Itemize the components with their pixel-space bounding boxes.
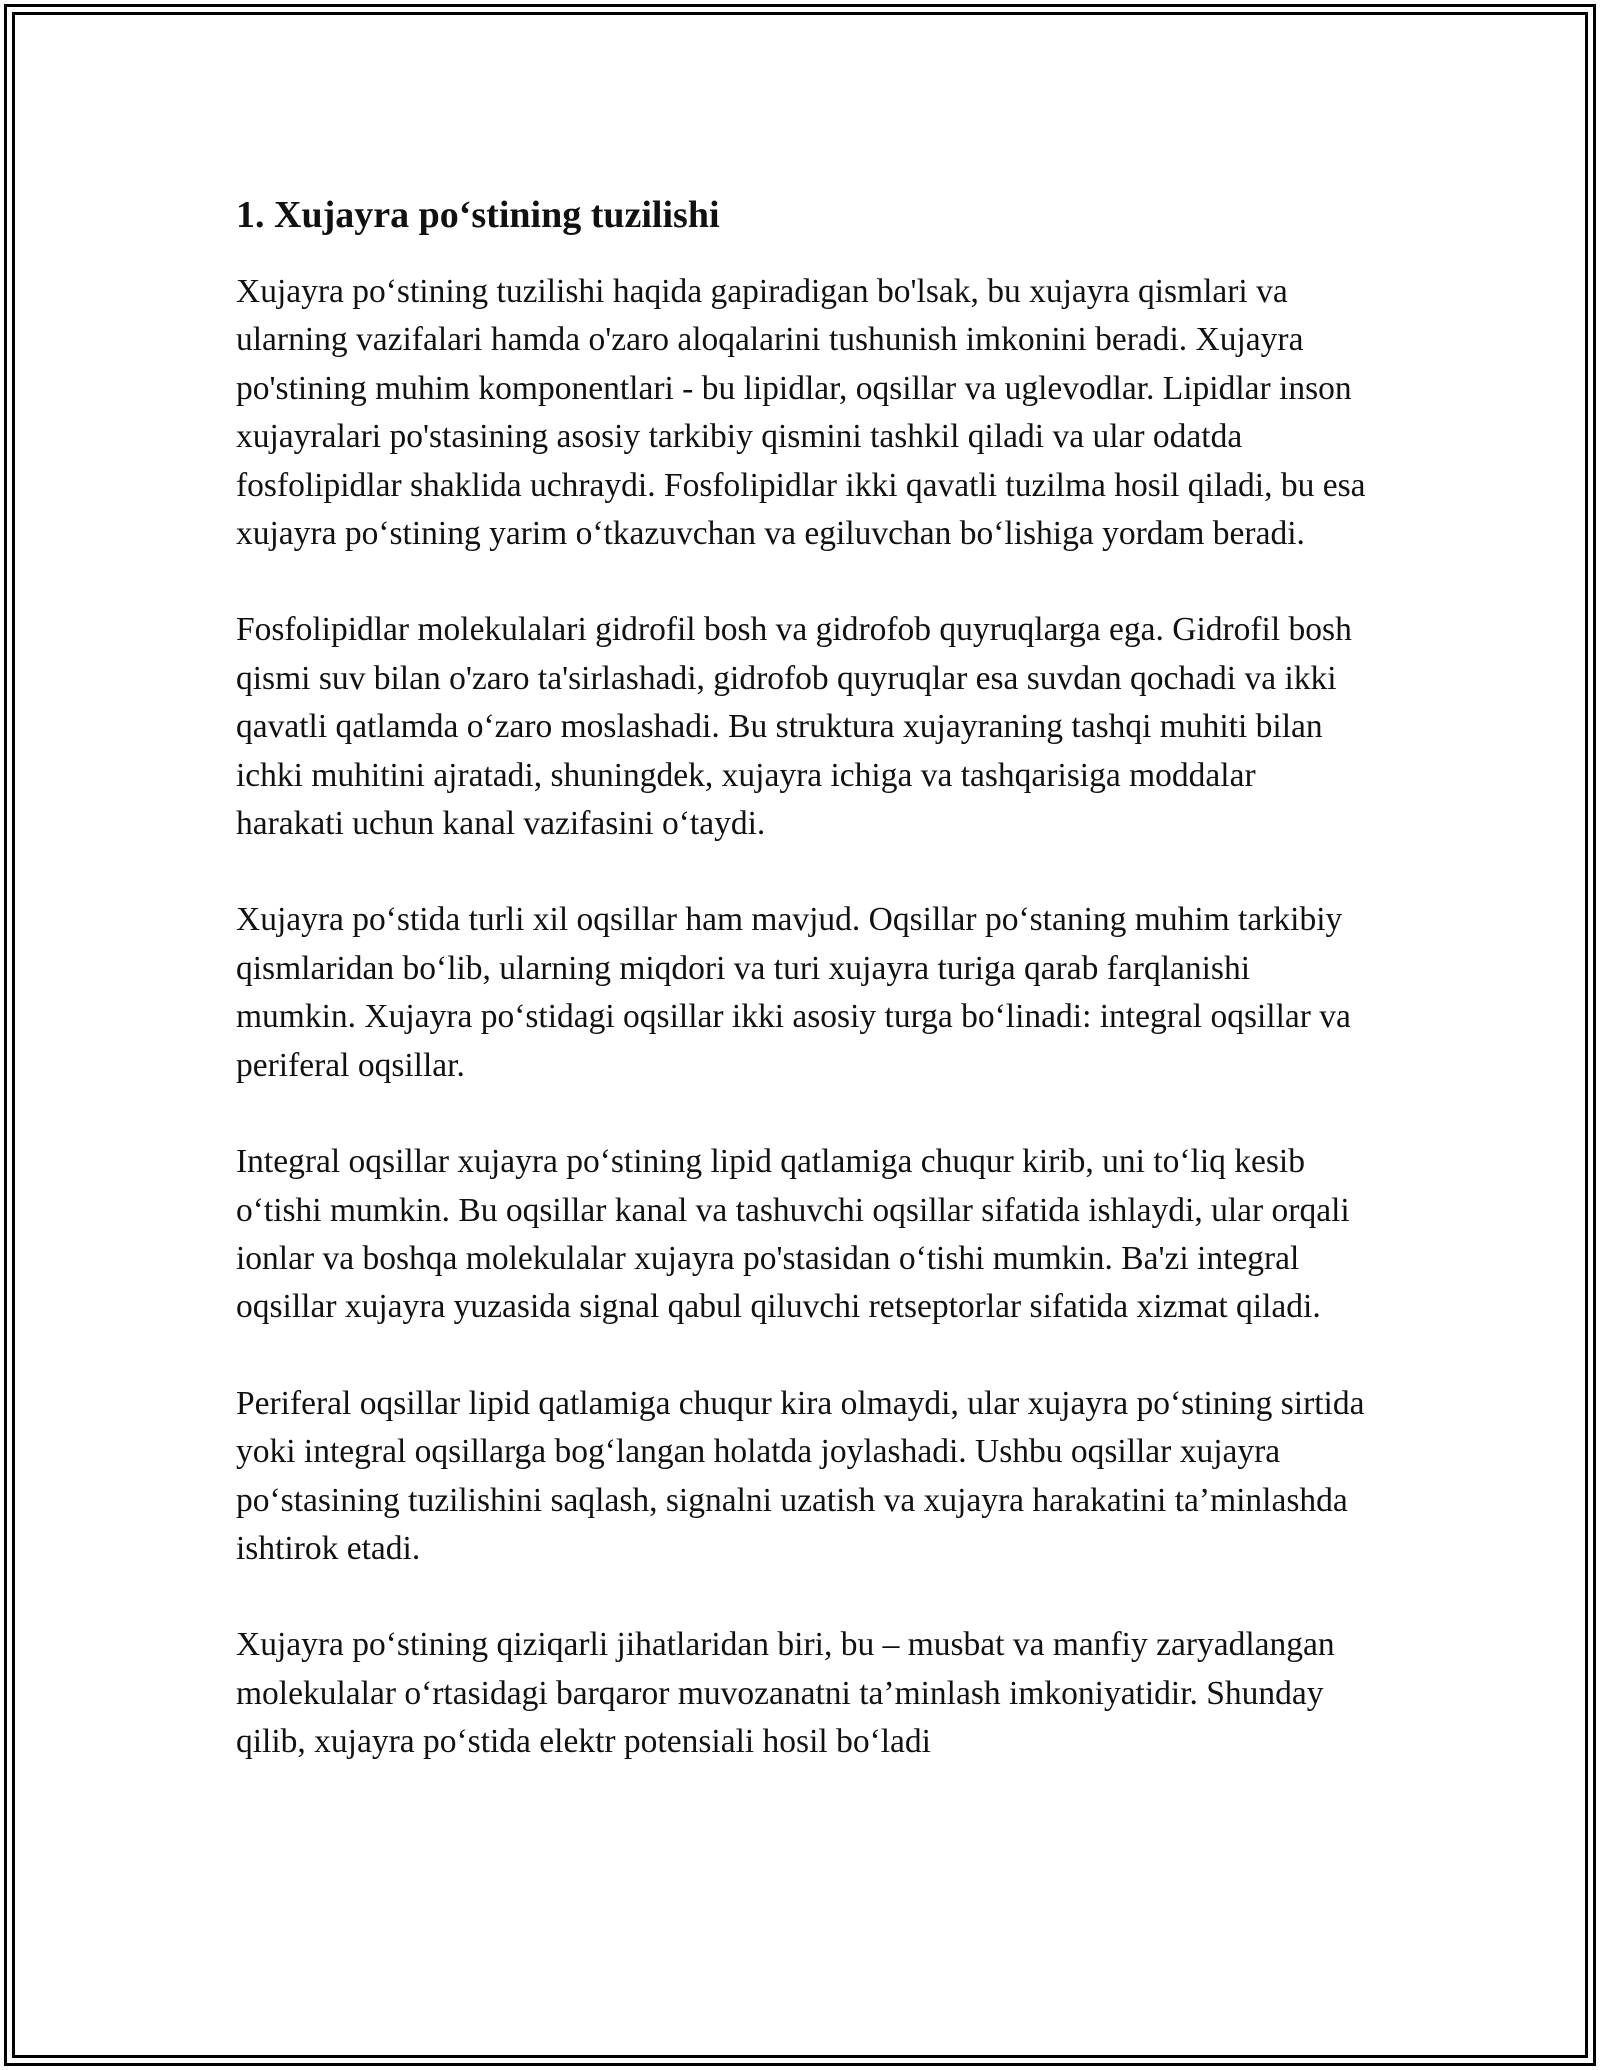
paragraph-structure-overview: Xujayra po‘stining tuzilishi haqida gapiradigan bo'lsak, bu xujayra qismlari va ularning vazifalari hamda o'zaro aloqalarini tushunish imkonini beradi. Xujayra po'stining muhim komponentlari - bu lipidlar, oqsillar va uglevodlar. Lipidlar inson xujayralari po'stasining asosiy tarkibiy qismini tashkil qiladi va ular odatda fosfolipidlar shaklida uchraydi. Fosfolipidlar ikki qavatli tuzilma hosil qiladi, bu esa xujayra po‘stining yarim o‘tkazuvchan va egiluvchan bo‘lishiga yordam beradi. bbox=[236, 273, 1366, 553]
paragraph-proteins: Xujayra po‘stida turli xil oqsillar ham mavjud. Oqsillar po‘staning muhim tarkibiy qismlaridan bo‘lib, ularning miqdori va turi xujayra turiga qarab farqlanishi mumkin. Xujayra po‘stidagi oqsillar ikki asosiy turga bo‘linadi: integral oqsillar va periferal oqsillar. bbox=[236, 901, 1351, 1084]
paragraph-integral-proteins: Integral oqsillar xujayra po‘stining lipid qatlamiga chuqur kirib, uni to‘liq kesib o‘tishi mumkin. Bu oqsillar kanal va tashuvchi oqsillar sifatida ishlaydi, ular orqali ionlar va boshqa molekulalar xujayra po'stasidan o‘tishi mumkin. Ba'zi integral oqsillar xujayra yuzasida signal qabul qiluvchi retseptorlar sifatida xizmat qiladi. bbox=[236, 1143, 1350, 1326]
paragraph-phospholipids: Fosfolipidlar molekulalari gidrofil bosh va gidrofob quyruqlarga ega. Gidrofil bosh qismi suv bilan o'zaro ta'sirlashadi, gidrofob quyruqlar esa suvdan qochadi va ikki qavatli qatlamda o‘zaro moslashadi. Bu struktura xujayraning tashqi muhiti bilan ichki muhitini ajratadi, shuningdek, xujayra ichiga va tashqarisiga moddalar harakati uchun kanal vazifasini o‘taydi. bbox=[236, 611, 1352, 843]
paragraph-peripheral-proteins: Periferal oqsillar lipid qatlamiga chuqur kira olmaydi, ular xujayra po‘stining sirtida yoki integral oqsillarga bog‘langan holatda joylashadi. Ushbu oqsillar xujayra po‘stasining tuzilishini saqlash, signalni uzatish va xujayra harakatini ta’minlashda ishtirok etadi. bbox=[236, 1384, 1365, 1567]
section-heading: 1. Xujayra po‘stining tuzilishi bbox=[236, 194, 720, 236]
document-body bbox=[236, 186, 1366, 1767]
paragraph-charge-balance: Xujayra po‘stining qiziqarli jihatlaridan biri, bu – musbat va manfiy zaryadlangan molekulalar o‘rtasidagi barqaror muvozanatni ta’minlash imkoniyatidir. Shunday qilib, xujayra po‘stida elektr potensiali hosil bo‘ladi bbox=[236, 1626, 1335, 1761]
